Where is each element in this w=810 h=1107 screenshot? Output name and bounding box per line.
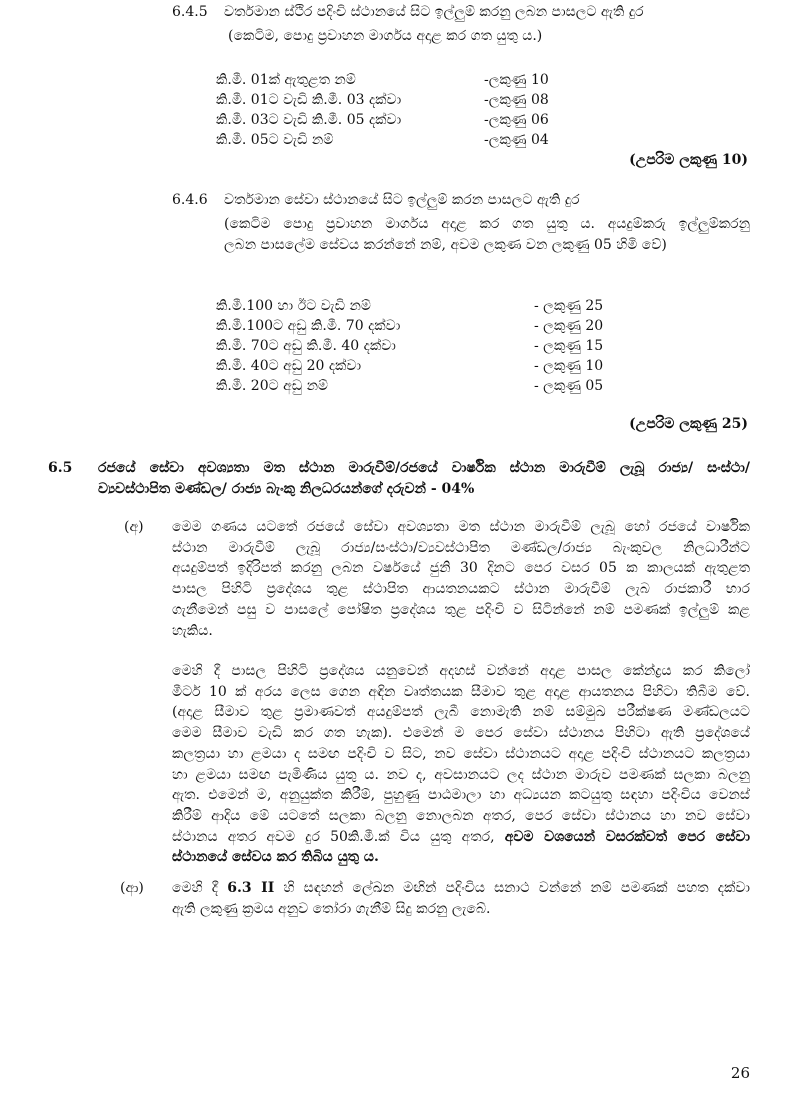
score-value: -ලකුණු 08 — [484, 92, 549, 108]
section-note-6-4-5: (කෙටිම, පොදු ප්‍රවාහන මාර්ගය අදාළ කර ගත යුතු ය.) — [228, 28, 543, 44]
clause-a-paragraph — [172, 517, 750, 641]
heading-line: ව්‍යවස්ථාපිත මණ්ඩල/ රාජ්‍ය බැංකු නිලධරයන්ගේ දරුවන් - 04% — [98, 480, 475, 497]
score-row — [216, 110, 596, 130]
max-score-6-4-5: (උපරිම ලකුණු 10) — [629, 152, 748, 168]
paragraph-line: කිරීම් ආදිය මේ යටතේ සලකා බලනු නොලබන අතර, පෙර සේවා ස්ථානය හා නව සේවා — [172, 807, 750, 824]
section-title-6-4-5: වර්තමාන ස්ථිර පදිංචි ස්ථානයේ සිට ඉල්ලුම් කරනු ලබන පාසලට ඇති දුර — [224, 4, 644, 20]
paragraph-line-bold: ස්ථානයේ සේවය කර තිබිය යුතු ය. — [172, 849, 379, 866]
heading-line: රජයේ සේවා අවශ්‍යතා මත ස්ථාන මාරුවීම්/රජයේ වාර්ෂික ස්ථාන මාරුවීම් ලැබූ රාජ්‍ය/ සංස්ථා/ — [98, 460, 750, 476]
clause-aa-paragraph — [172, 878, 750, 919]
paragraph-line: මෙම සීමාව වැඩි කර ගත හැක). එමෙන් ම පෙර සේවා ස්ථානය පිහිටා ඇති ප්‍රදේශයේ — [172, 725, 750, 742]
note-line: (කෙටිම පොදු ප්‍රවාහන මාර්ගය අදාළ කර ගත යුතු ය. අයදුම්කරු ඉල්ලුම්කරනු — [224, 216, 750, 232]
score-row — [216, 296, 616, 316]
score-row — [216, 70, 596, 90]
score-label: කි.මී. 40ට අඩු 20 දක්වා — [216, 358, 362, 374]
paragraph-line: අයදුම්පත් ඉදිරිපත් කරනු ලබන වර්ෂයේ ජුනි 30 දිනට පෙර වසර 05 ක කාලයක් ඇතුළත — [172, 560, 750, 577]
score-value: - ලකුණු 15 — [534, 338, 604, 354]
score-table-6-4-5 — [216, 70, 596, 150]
section-heading-6-5 — [98, 458, 750, 499]
max-score-6-4-6: (උපරිම ලකුණු 25) — [629, 416, 748, 432]
paragraph-line: මීටර් 10 ක් අරය ලෙස ගෙන අඳින වෘත්තයක සීමාව තුළ අදාළ ආයතනය පිහිටා තිබීම වේ. — [172, 683, 750, 700]
note-line: ලබන පාසලේම සේවය කරන්නේ නම්, අවම ලකුණ වන ලකුණු 05 හිමි වේ) — [224, 236, 667, 253]
score-row — [216, 376, 616, 396]
score-label: කි.මී. 20ට අඩු නම් — [216, 378, 328, 394]
section-title-6-4-6: වර්තමාන සේවා ස්ථානයේ සිට ඉල්ලුම් කරන පාසලට ඇති දුර — [224, 192, 580, 208]
score-value: -ලකුණු 04 — [484, 132, 549, 148]
score-value: - ලකුණු 05 — [534, 378, 604, 394]
page-number: 26 — [730, 1064, 750, 1082]
score-label: කි.මී.100 හා ඊට වැඩි නම් — [216, 298, 371, 314]
paragraph-line: (අදාළ සීමාව තුළ ප්‍රමාණවත් අයදුම්පත් ලැබී නොමැති නම් සම්මුඛ පරීක්ෂණ මණ්ඩලයට — [172, 704, 750, 721]
clause-marker-a: (අ) — [124, 519, 144, 535]
paragraph-line — [172, 878, 750, 899]
paragraph-line: ඇති ලකුණු ක්‍රමය අනුව තෝරා ගැනීම් සිදු කරනු ලැබේ. — [172, 900, 491, 917]
section-note-6-4-6 — [224, 214, 750, 255]
bold-emphasis: අවම වශයෙන් වසරක්වත් පෙර සේවා — [504, 828, 750, 845]
score-label: කි.මී. 03ට වැඩි කි.මී. 05 දක්වා — [216, 112, 402, 128]
paragraph-text: හි සඳහන් ලේඛන මඟින් පදිංචිය සනාථ වන්නේ නම් පමණක් පහත දක්වා — [283, 880, 751, 896]
score-value: - ලකුණු 20 — [534, 318, 604, 334]
paragraph-line: කලත්‍රයා හා ළමයා ද සමඟ පදිංචි ව සිට, නව සේවා ස්ථානයට අදාළ පදිංචි ස්ථානයට කලත්‍රයා — [172, 745, 750, 762]
clause-marker-aa: (ආ) — [120, 880, 144, 896]
score-row — [216, 316, 616, 336]
score-value: - ලකුණු 10 — [534, 358, 604, 374]
paragraph-text: ස්ථානය අතර අවම දුර 50කි.මී.ක් විය යුතු අතර, — [172, 828, 495, 845]
paragraph-line: ඇත. එමෙන් ම, අනුයුක්ත කිරීම්, පුහුණු පාඨමාලා හා අධ්‍යයන කටයුතු සඳහා පදිංචිය වෙනස් — [172, 787, 750, 804]
score-value: -ලකුණු 10 — [484, 72, 549, 88]
section-number-6-5: 6.5 — [48, 460, 73, 476]
score-label: කි.මී. 05ට වැඩි නම් — [216, 132, 334, 148]
score-value: - ලකුණු 25 — [534, 298, 604, 314]
paragraph-line: හැකිය. — [172, 622, 213, 639]
score-value: -ලකුණු 06 — [484, 112, 549, 128]
paragraph-line: පාසල පිහිටි ප්‍රදේශය තුළ ස්ථාපිත ආයතනයකට ස්ථාන මාරුවීම් ලැබ රාජකාරී භාර — [172, 581, 750, 598]
section-number-6-4-5: 6.4.5 — [172, 4, 208, 20]
paragraph-line: මෙම ගණය යටතේ රජයේ සේවා අවශ්‍යතා මත ස්ථාන මාරුවීම් ලැබූ හෝ රජයේ වාර්ෂික — [172, 519, 750, 535]
reference-bold: 6.3 II — [227, 880, 275, 896]
score-row — [216, 90, 596, 110]
clause-a-explanation — [172, 661, 750, 868]
score-row — [216, 356, 616, 376]
paragraph-line — [172, 827, 750, 848]
score-row — [216, 130, 596, 150]
section-number-6-4-6: 6.4.6 — [172, 192, 208, 208]
score-label: කි.මී. 01ට වැඩි කි.මී. 03 දක්වා — [216, 92, 402, 108]
score-label: කි.මී.100ට අඩු කි.මී. 70 දක්වා — [216, 318, 401, 334]
paragraph-line: මෙහි දී පාසල පිහිටි ප්‍රදේශය යනුවෙන් අදහස් වන්නේ අදාළ පාසල කේන්ද්‍රය කර කිලෝ — [172, 663, 750, 679]
paragraph-line: ස්ථාන මාරුවීම් ලැබූ රාජ්‍ය/සංස්ථා/ව්‍යවස්ථාපිත මණ්ඩල/රාජ්‍ය බැංකුවල නිලධාරීන්ට — [172, 539, 750, 556]
paragraph-line: හා ළමයා සමඟ පැමිණිය යුතු ය. නව ද, අවසානයට ලද ස්ථාන මාරුව පමණක් සලකා බලනු — [172, 766, 750, 783]
score-row — [216, 336, 616, 356]
paragraph-text: මෙහි දී — [172, 880, 219, 896]
score-table-6-4-6 — [216, 296, 616, 396]
score-label: කි.මී. 01ක් ඇතුළත නම් — [216, 72, 356, 88]
paragraph-line: ගැනීමෙන් පසු ව පාසලේ පෝෂිත ප්‍රදේශය තුළ පදිංචි ව සිටින්නේ නම් පමණක් ඉල්ලුම් කළ — [172, 601, 750, 618]
score-label: කි.මී. 70ට අඩු කි.මී. 40 දක්වා — [216, 338, 396, 354]
